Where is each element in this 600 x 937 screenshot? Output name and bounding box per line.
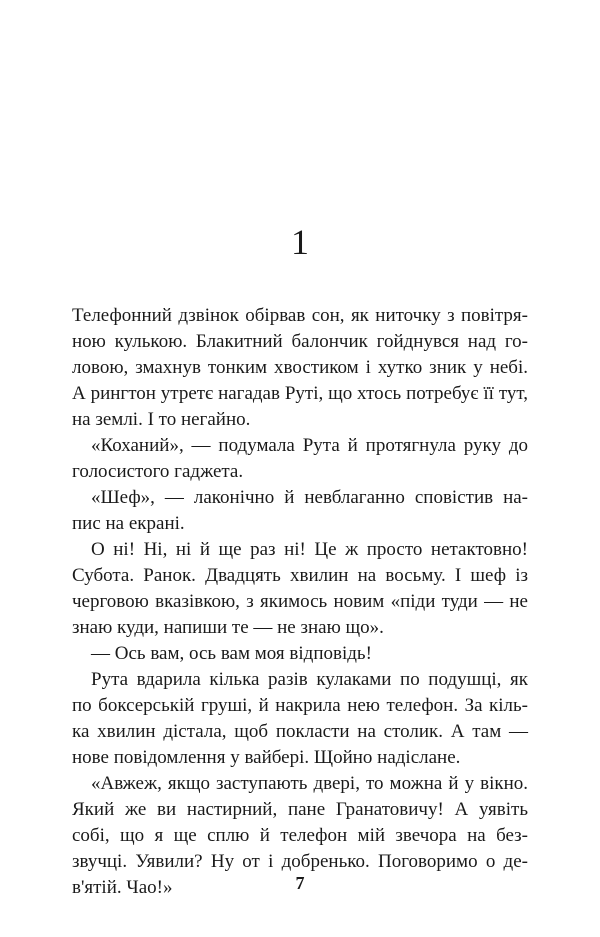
body-text bbox=[72, 303, 528, 901]
text-line: «Авжеж, якщо заступають двері, то можна й у вікно. bbox=[91, 773, 528, 794]
text-line: знаю куди, напиши те — не знаю що». bbox=[72, 617, 384, 638]
text-line: ною кулькою. Блакитний балончик гойднувся над го- bbox=[72, 331, 528, 352]
text-line: Який же ви настирний, пане Гранатовичу! А уявіть bbox=[72, 799, 528, 820]
text-line: ловою, змахнув тонким хвостиком і хутко зник у небі. bbox=[72, 357, 528, 378]
page-number: 7 bbox=[295, 873, 305, 893]
text-line: голосистого гаджета. bbox=[72, 461, 244, 482]
text-line: — Ось вам, ось вам моя відповідь! bbox=[91, 643, 372, 664]
text-line: «Коханий», — подумала Рута й протягнула руку до bbox=[91, 435, 528, 456]
text-line: О ні! Ні, ні й ще раз ні! Це ж просто нетактовно! bbox=[91, 539, 528, 560]
text-line: ка хвилин дістала, щоб покласти на столик. А там — bbox=[72, 721, 528, 742]
text-line: нове повідомлення у вайбері. Щойно надіслане. bbox=[72, 747, 461, 768]
chapter-number: 1 bbox=[291, 222, 309, 262]
text-line: в'ятій. Чао!» bbox=[72, 877, 173, 898]
text-line: черговою вказівкою, з якимось новим «піди туди — не bbox=[72, 591, 528, 612]
text-line: Рута вдарила кілька разів кулаками по подушці, як bbox=[91, 669, 528, 690]
text-line: Субота. Ранок. Двадцять хвилин на восьму. І шеф із bbox=[72, 565, 528, 586]
text-line: на землі. І то негайно. bbox=[72, 409, 251, 430]
text-line: «Шеф», — лаконічно й невблаганно сповістив на- bbox=[91, 487, 528, 508]
text-line: пис на екрані. bbox=[72, 513, 185, 534]
text-line: по боксерській груші, й накрила нею телефон. За кіль- bbox=[72, 695, 528, 716]
text-line: А рингтон утретє нагадав Руті, що хтось потребує її тут, bbox=[72, 383, 528, 404]
text-line: Телефонний дзвінок обірвав сон, як ниточку з повітря- bbox=[72, 305, 528, 326]
text-line: собі, що я ще сплю й телефон мій звечора на без- bbox=[72, 825, 528, 846]
text-line: звучці. Уявили? Ну от і добренько. Поговоримо о де- bbox=[72, 851, 528, 872]
